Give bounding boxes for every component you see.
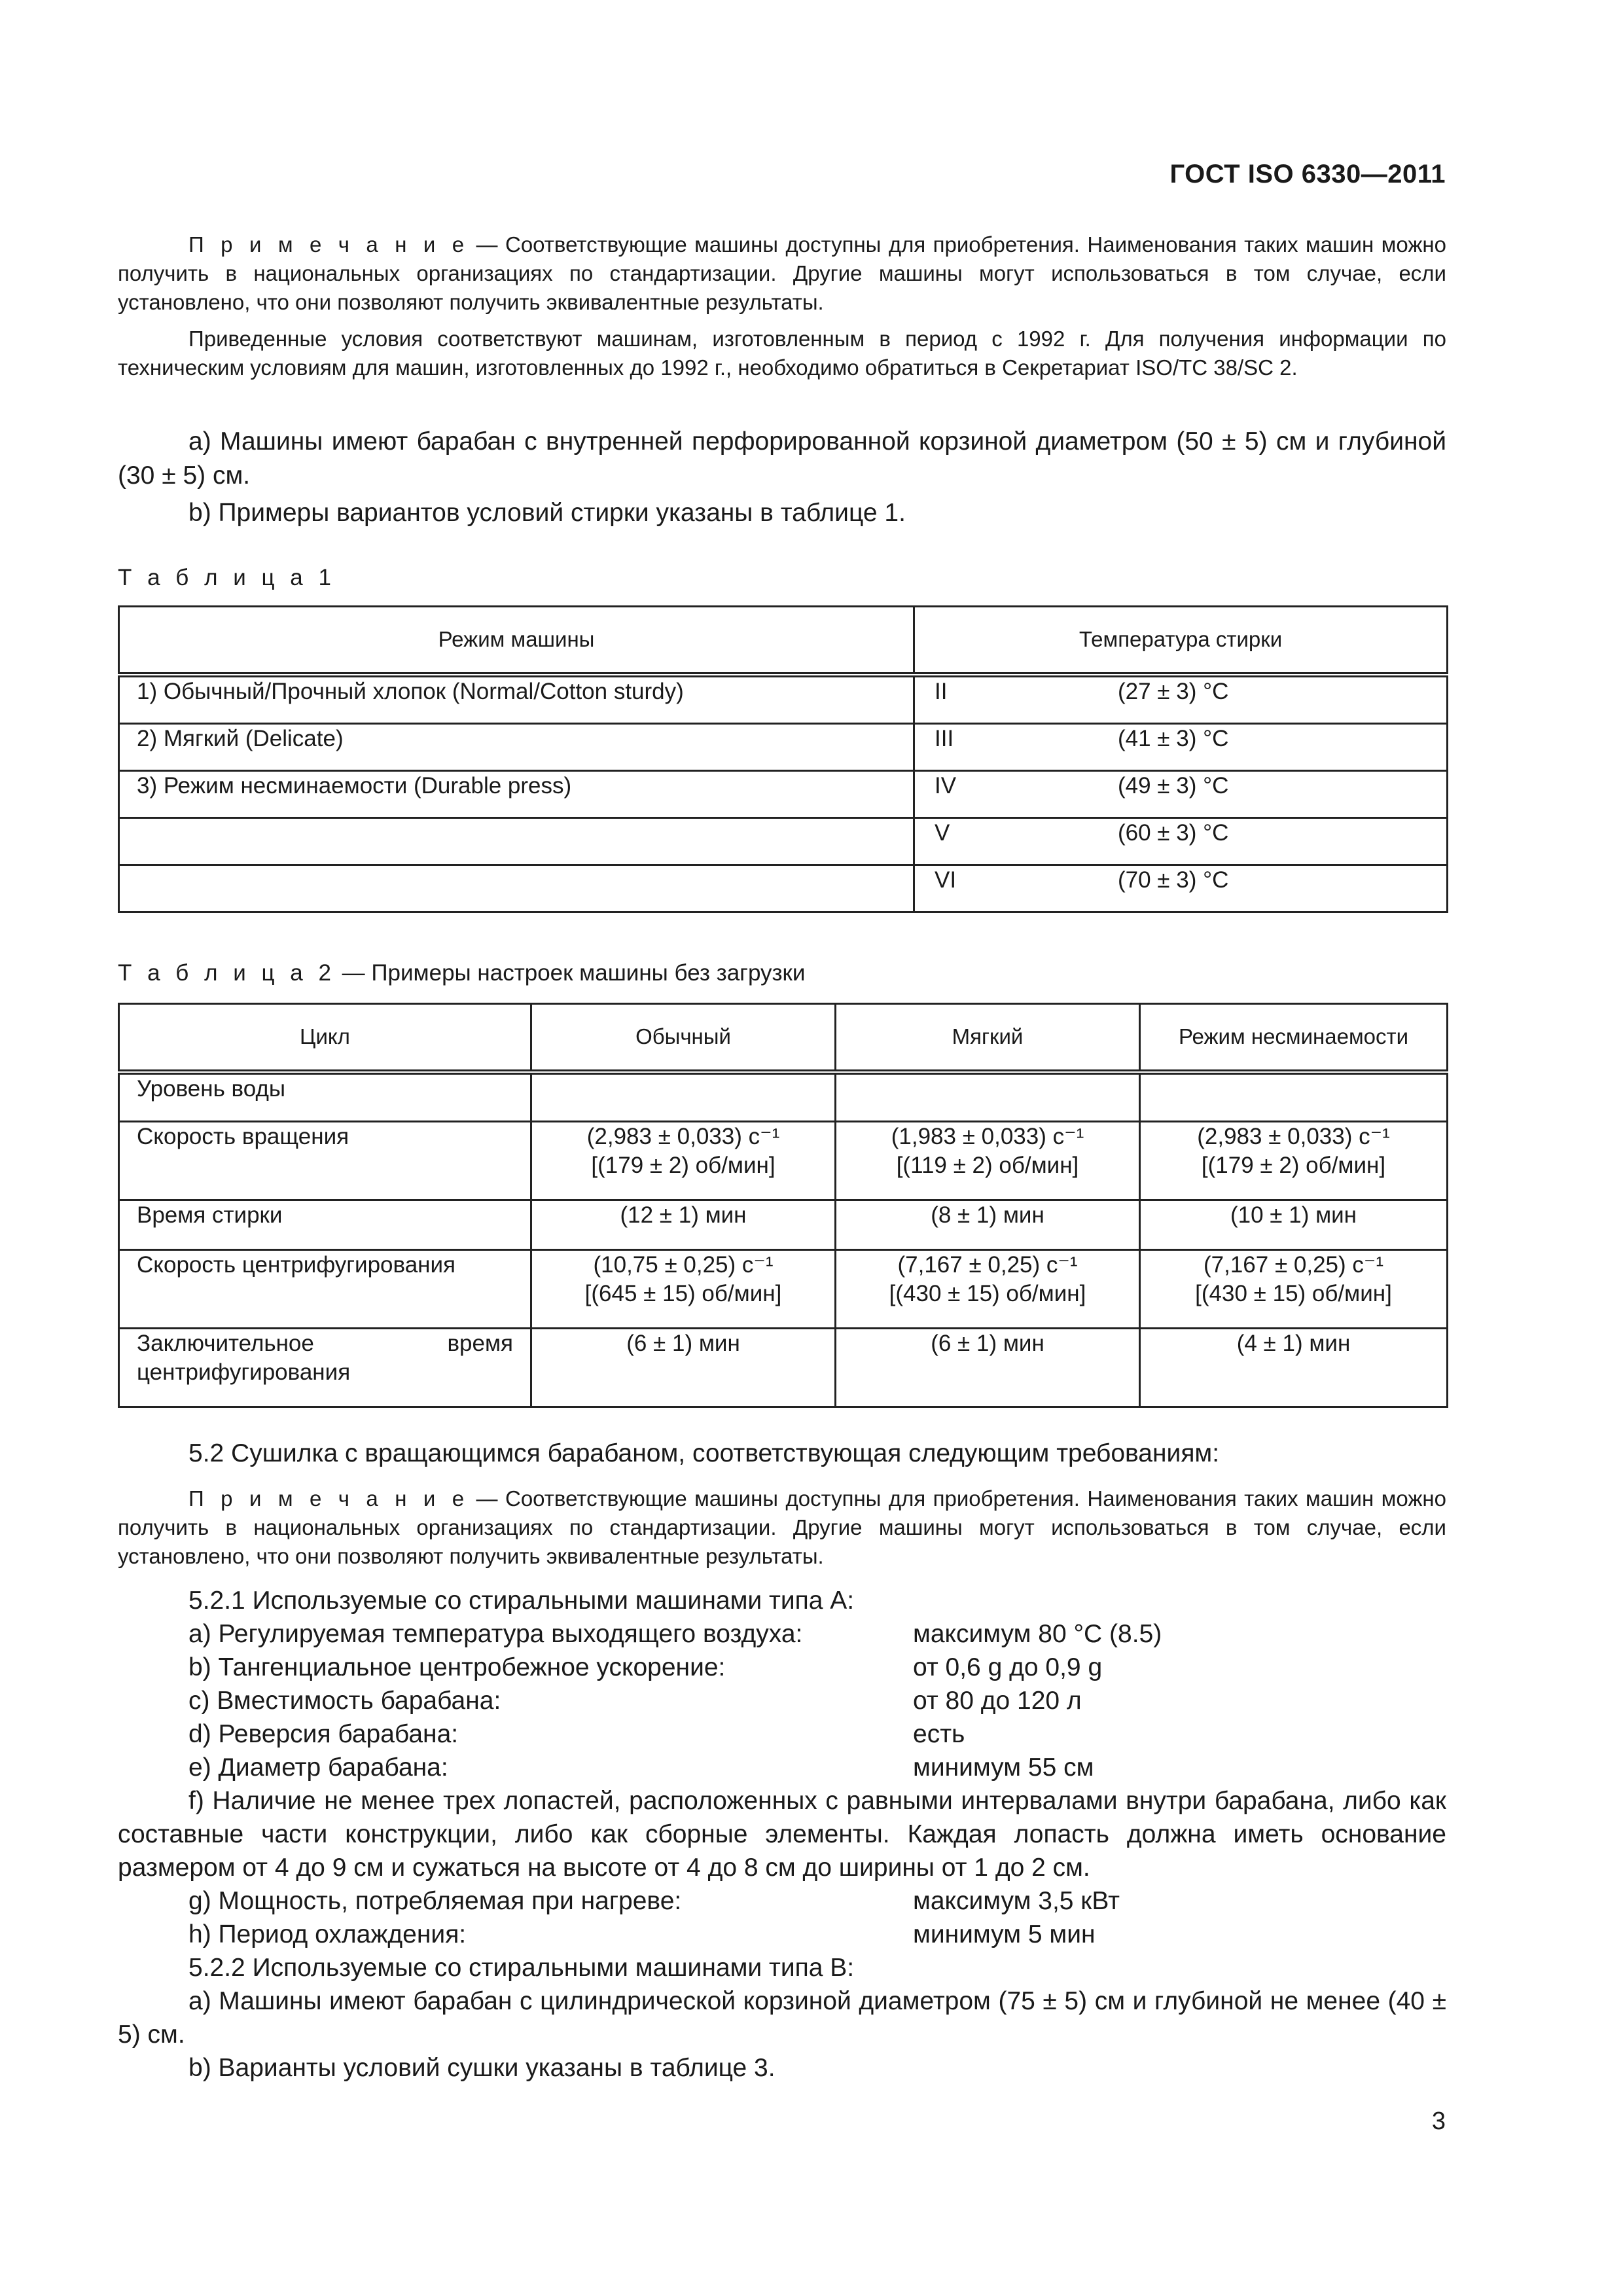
list-item: а) Регулируемая температура выходящего воздуха: максимум 80 °С (8.5) <box>188 1620 1162 1648</box>
table-1-caption-label: Т а б л и ц а 1 <box>118 565 336 590</box>
mode-cell <box>119 817 914 865</box>
temp-cell <box>914 723 1448 770</box>
table-2-header-normal: Обычный <box>531 1004 836 1072</box>
section-5-2-2-item-b: b) Варианты условий сушки указаны в таблице 3. <box>188 2054 776 2082</box>
normal-cell: (12 ± 1) мин <box>531 1200 836 1250</box>
normal-cell: (10,75 ± 0,25) с⁻¹ [(645 ± 15) об/мин] <box>531 1250 836 1329</box>
durable-cell: (4 ± 1) мин <box>1140 1329 1448 1407</box>
section-title: 5.2.2 Используемые со стиральными машинами типа В: <box>188 1954 855 1982</box>
list-item: b) Тангенциальное центробежное ускорение: от 0,6 g до 0,9 g <box>188 1653 1103 1681</box>
note-label: П р и м е ч а н и е <box>188 1486 469 1511</box>
temp-value: (70 ± 3) °С <box>1118 867 1229 893</box>
roman-class: V <box>935 819 950 846</box>
list-item: d) Реверсия барабана: есть <box>188 1720 965 1748</box>
row-label: Скорость центрифугирования <box>119 1250 531 1329</box>
note-2 <box>118 1484 1446 1571</box>
table-2-header-delicate: Мягкий <box>836 1004 1140 1072</box>
table-row <box>119 865 1448 912</box>
note-text: — Соответствующие машины доступны для приобретения. Наименования таких машин можно получить в национальных организациях по стандартизации. Другие машины могут использоваться в том случае, если установлено, что они позволяют получить эквивалентные результаты. <box>118 232 1446 314</box>
row-label: Заключительное время центрифугирования <box>119 1329 531 1407</box>
table-row <box>119 675 1448 724</box>
roman-class: II <box>935 678 948 704</box>
mode-cell: 3) Режим несминаемости (Durable press) <box>119 770 914 817</box>
table-row <box>119 1250 1448 1329</box>
document-id: ГОСТ ISO 6330—2011 <box>1169 160 1446 188</box>
list-item: е) Диаметр барабана: минимум 55 см <box>188 1753 1094 1782</box>
table-2-header-durable: Режим несминаемости <box>1140 1004 1448 1072</box>
row-label: Уровень воды <box>119 1072 531 1122</box>
item-b: b) Примеры вариантов условий стирки указаны в таблице 1. <box>188 499 906 527</box>
table-row <box>119 1072 1448 1122</box>
table-2-header-cycle: Цикл <box>119 1004 531 1072</box>
table-2-caption <box>118 958 805 988</box>
item-f: f) Наличие не менее трех лопастей, расположенных с равными интервалами внутри барабана, либо как составные части конструкции, либо как сборные элементы. Каждая лопасть должна иметь основание размером от 4 до 9 см и сужаться на высоте от 4 до 8 см до ширины от 1 до 2 см. <box>118 1787 1446 1882</box>
note-label: П р и м е ч а н и е <box>188 232 469 257</box>
note-1-paragraph-2: Приведенные условия соответствуют машинам, изготовленным в период с 1992 г. Для получения информации по техническим условиям для машин, изготовленных до 1992 г., необходимо обратиться в Секретариат ISO/TC 38/SC 2. <box>118 327 1446 380</box>
section-5-2-1-continued <box>118 1884 1446 1984</box>
table-row <box>119 770 1448 817</box>
table-row <box>119 1200 1448 1250</box>
table-2-caption-label: Т а б л и ц а 2 <box>118 960 336 986</box>
temp-cell <box>914 675 1448 724</box>
list-item: h) Период охлаждения: минимум 5 мин <box>188 1920 1096 1948</box>
delicate-cell: (6 ± 1) мин <box>836 1329 1140 1407</box>
delicate-cell: (8 ± 1) мин <box>836 1200 1140 1250</box>
durable-cell: (10 ± 1) мин <box>1140 1200 1448 1250</box>
temp-value: (60 ± 3) °С <box>1118 819 1229 846</box>
table-2 <box>118 1003 1448 1408</box>
table-row <box>119 723 1448 770</box>
table-1-header-mode: Режим машины <box>119 607 914 675</box>
temp-cell <box>914 817 1448 865</box>
section-5-2-2-item-a: а) Машины имеют барабан с цилиндрической корзиной диаметром (75 ± 5) см и глубиной не менее (40 ± 5) см. <box>118 1987 1446 2049</box>
section-title: 5.2.1 Используемые со стиральными машинами типа А: <box>188 1587 855 1615</box>
temp-value: (41 ± 3) °С <box>1118 725 1229 751</box>
row-label: Время стирки <box>119 1200 531 1250</box>
temp-cell <box>914 770 1448 817</box>
table-1 <box>118 605 1448 913</box>
roman-class: III <box>935 725 954 751</box>
page-number: 3 <box>1431 2108 1446 2135</box>
normal-cell <box>531 1072 836 1122</box>
roman-class: VI <box>935 867 957 893</box>
table-row <box>119 817 1448 865</box>
mode-cell: 2) Мягкий (Delicate) <box>119 723 914 770</box>
roman-class: IV <box>935 772 957 798</box>
durable-cell: (2,983 ± 0,033) с⁻¹ [(179 ± 2) об/мин] <box>1140 1122 1448 1200</box>
temp-value: (27 ± 3) °С <box>1118 678 1229 704</box>
mode-cell <box>119 865 914 912</box>
note-text: — Соответствующие машины доступны для приобретения. Наименования таких машин можно получить в национальных организациях по стандартизации. Другие машины могут использоваться в том случае, если установлено, что они позволяют получить эквивалентные результаты. <box>118 1486 1446 1568</box>
delicate-cell: (7,167 ± 0,25) с⁻¹ [(430 ± 15) об/мин] <box>836 1250 1140 1329</box>
normal-cell: (6 ± 1) мин <box>531 1329 836 1407</box>
table-row <box>119 1122 1448 1200</box>
list-item: g) Мощность, потребляемая при нагреве: максимум 3,5 кВт <box>188 1887 1120 1915</box>
note-1 <box>118 230 1446 317</box>
mode-cell: 1) Обычный/Прочный хлопок (Normal/Cotton sturdy) <box>119 675 914 724</box>
row-label: Скорость вращения <box>119 1122 531 1200</box>
normal-cell: (2,983 ± 0,033) с⁻¹ [(179 ± 2) об/мин] <box>531 1122 836 1200</box>
temp-cell <box>914 865 1448 912</box>
durable-cell: (7,167 ± 0,25) с⁻¹ [(430 ± 15) об/мин] <box>1140 1250 1448 1329</box>
table-1-caption <box>118 563 336 593</box>
delicate-cell <box>836 1072 1140 1122</box>
table-1-header-temperature: Температура стирки <box>914 607 1448 675</box>
section-5-2-heading: 5.2 Сушилка с вращающимся барабаном, соответствующая следующим требованиям: <box>188 1439 1220 1467</box>
durable-cell <box>1140 1072 1448 1122</box>
table-row <box>119 1329 1448 1407</box>
item-a: а) Машины имеют барабан с внутренней перфорированной корзиной диаметром (50 ± 5) см и глубиной (30 ± 5) см. <box>118 427 1446 490</box>
temp-value: (49 ± 3) °С <box>1118 772 1229 798</box>
section-5-2-1 <box>118 1584 1446 1784</box>
delicate-cell: (1,983 ± 0,033) с⁻¹ [(119 ± 2) об/мин] <box>836 1122 1140 1200</box>
list-item: с) Вместимость барабана: от 80 до 120 л <box>188 1687 1082 1715</box>
table-2-caption-text: — Примеры настроек машины без загрузки <box>335 960 806 986</box>
